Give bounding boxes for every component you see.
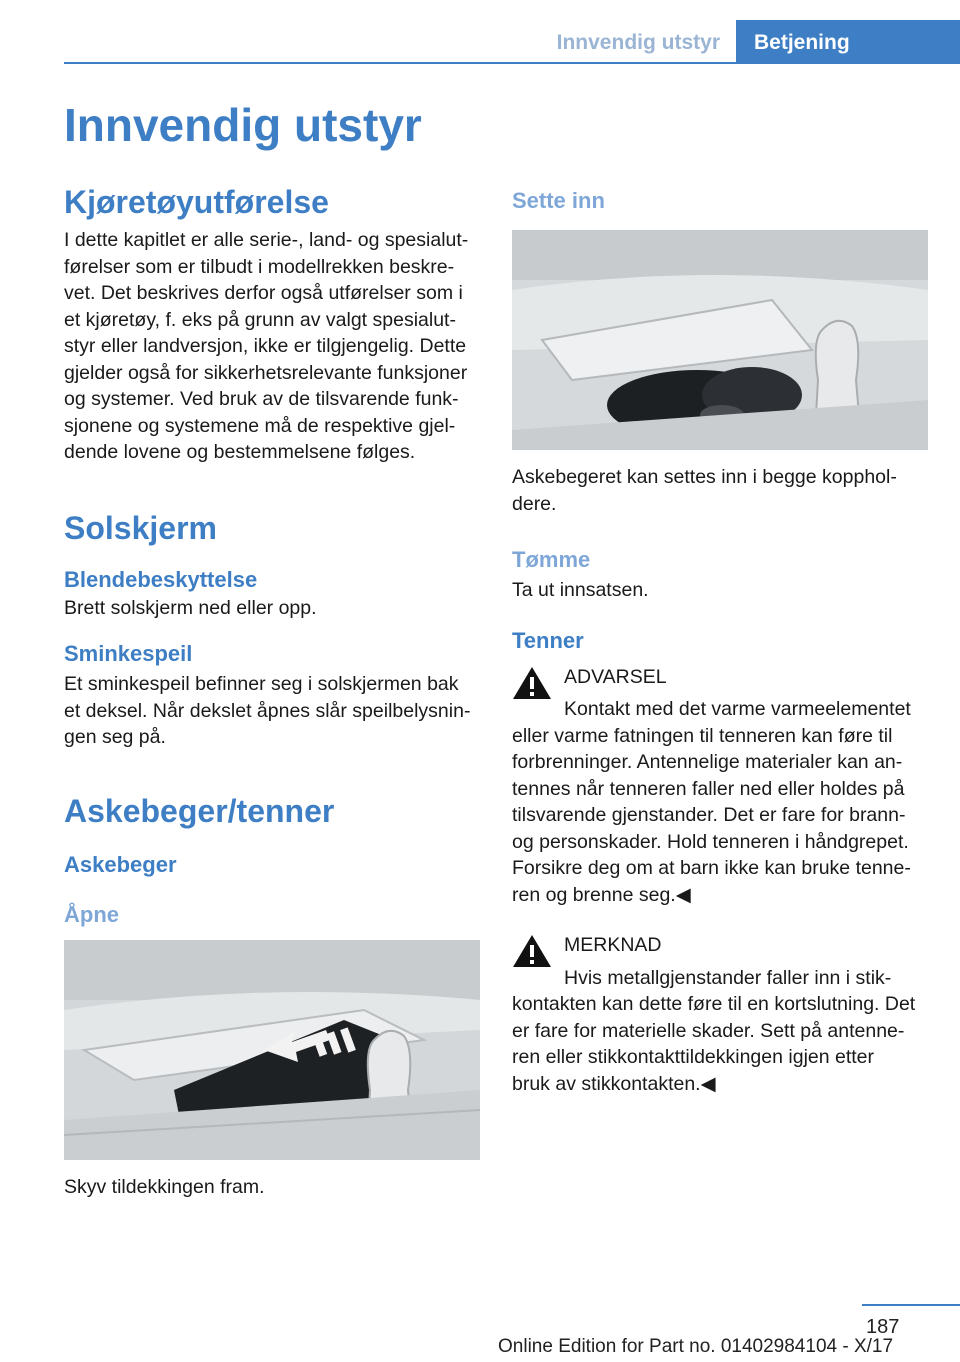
header-rule (64, 62, 960, 64)
text-line: styr eller landversjon, ikke er tilgjengelig. Dette (64, 335, 467, 357)
heading-ashtray: Askebeger (64, 851, 177, 877)
text-line: et kjøretøy, f. eks på grunn av valgt spesialut‐ (64, 308, 456, 331)
page-title: Innvendig utstyr (64, 99, 422, 151)
vehicle-version-text (64, 227, 480, 466)
footer-rule (862, 1304, 960, 1306)
text-line: Forsikre deg om at barn ikke kan bruke tenne‐ (512, 857, 911, 879)
heading-sunvisor: Solskjerm (64, 509, 217, 546)
text-line: og personskader. Hold tenneren i håndgrepet. (512, 830, 909, 853)
text-line: Askebegeret kan settes inn i begge kopphol‐ (512, 466, 897, 488)
heading-glare-shield: Blendebeskyttelse (64, 566, 258, 592)
text-line: gen seg på. (64, 726, 166, 748)
text-line: tilsvarende gjenstander. Det er fare for brann- (512, 804, 906, 826)
text-line: ren og brenne seg.◀ (512, 883, 691, 906)
text-line: gjelder også for sikkerhetsrelevante funksjoner (64, 361, 468, 384)
heading-ashtray-lighter: Askebeger/tenner (64, 792, 335, 829)
page-number: 187 (866, 1316, 900, 1338)
note-text (512, 965, 928, 1098)
text-line: et deksel. Når dekslet åpnes slår speilbelysnin‐ (64, 699, 471, 722)
heading-insert: Sette inn (512, 188, 605, 213)
text-line: tennes når tenneren faller ned eller holdes på (512, 777, 905, 800)
footer-edition: Online Edition for Part no. 01402984104 - X/17 (498, 1336, 894, 1357)
text-line: dende lovene og bestemmelsene følges. (64, 441, 416, 463)
heading-vanity-mirror: Sminkespeil (64, 641, 193, 666)
text-line: Hvis metallgjenstander faller inn i stik‐ (564, 966, 892, 989)
page-header (0, 0, 960, 64)
note-block (512, 932, 928, 1097)
warning-triangle-icon (512, 666, 552, 700)
warning-block (512, 664, 928, 909)
text-line: eller varme fatningen til tenneren kan føre til (512, 724, 893, 747)
header-tab: Betjening (736, 20, 960, 64)
text-line: dere. (512, 492, 557, 515)
insert-text (512, 464, 928, 517)
header-section: Innvendig utstyr (556, 31, 720, 54)
heading-open: Åpne (64, 901, 119, 927)
text-line: bruk av stikkontakten.◀ (512, 1072, 716, 1095)
ashtray-cover-photo (64, 940, 480, 1160)
warning-triangle-icon (512, 934, 552, 968)
ashtray-insert-photo (512, 230, 928, 450)
text-line: kontakten kan dette føre til en kortslutning. Det (512, 993, 916, 1015)
warning-text (512, 696, 928, 908)
heading-vehicle-version: Kjøretøyutførelse (64, 184, 329, 220)
text-line: vet. Det beskrives derfor også utførelser som i (64, 282, 463, 304)
empty-text: Ta ut innsatsen. (512, 579, 649, 601)
open-caption: Skyv tildekkingen fram. (64, 1175, 265, 1198)
warning-label: ADVARSEL (564, 665, 667, 688)
vanity-mirror-text (64, 671, 480, 751)
right-column (512, 184, 928, 1097)
text-line: Kontakt med det varme varmeelementet (564, 698, 911, 720)
text-line: forbrenninger. Antennelige materialer kan an‐ (512, 751, 903, 773)
heading-lighter: Tenner (512, 627, 584, 653)
text-line: og systemer. Ved bruk av de tilsvarende funk‐ (64, 388, 459, 410)
text-line: I dette kapitlet er alle serie-, land- og spesialut‐ (64, 229, 469, 251)
glare-shield-text: Brett solskjerm ned eller opp. (64, 596, 317, 619)
text-line: er fare for materielle skader. Sett på antenne‐ (512, 1019, 905, 1042)
text-line: førelser som er tilbudt i modellrekken beskre‐ (64, 255, 455, 278)
text-line: ren eller stikkontakttildekkingen igjen etter (512, 1046, 875, 1068)
heading-empty: Tømme (512, 547, 591, 572)
note-label: MERKNAD (564, 934, 662, 956)
text-line: Et sminkespeil befinner seg i solskjermen bak (64, 673, 459, 695)
text-line: sjonene og systemene må de respektive gjel‐ (64, 414, 456, 437)
left-column (64, 184, 480, 1200)
